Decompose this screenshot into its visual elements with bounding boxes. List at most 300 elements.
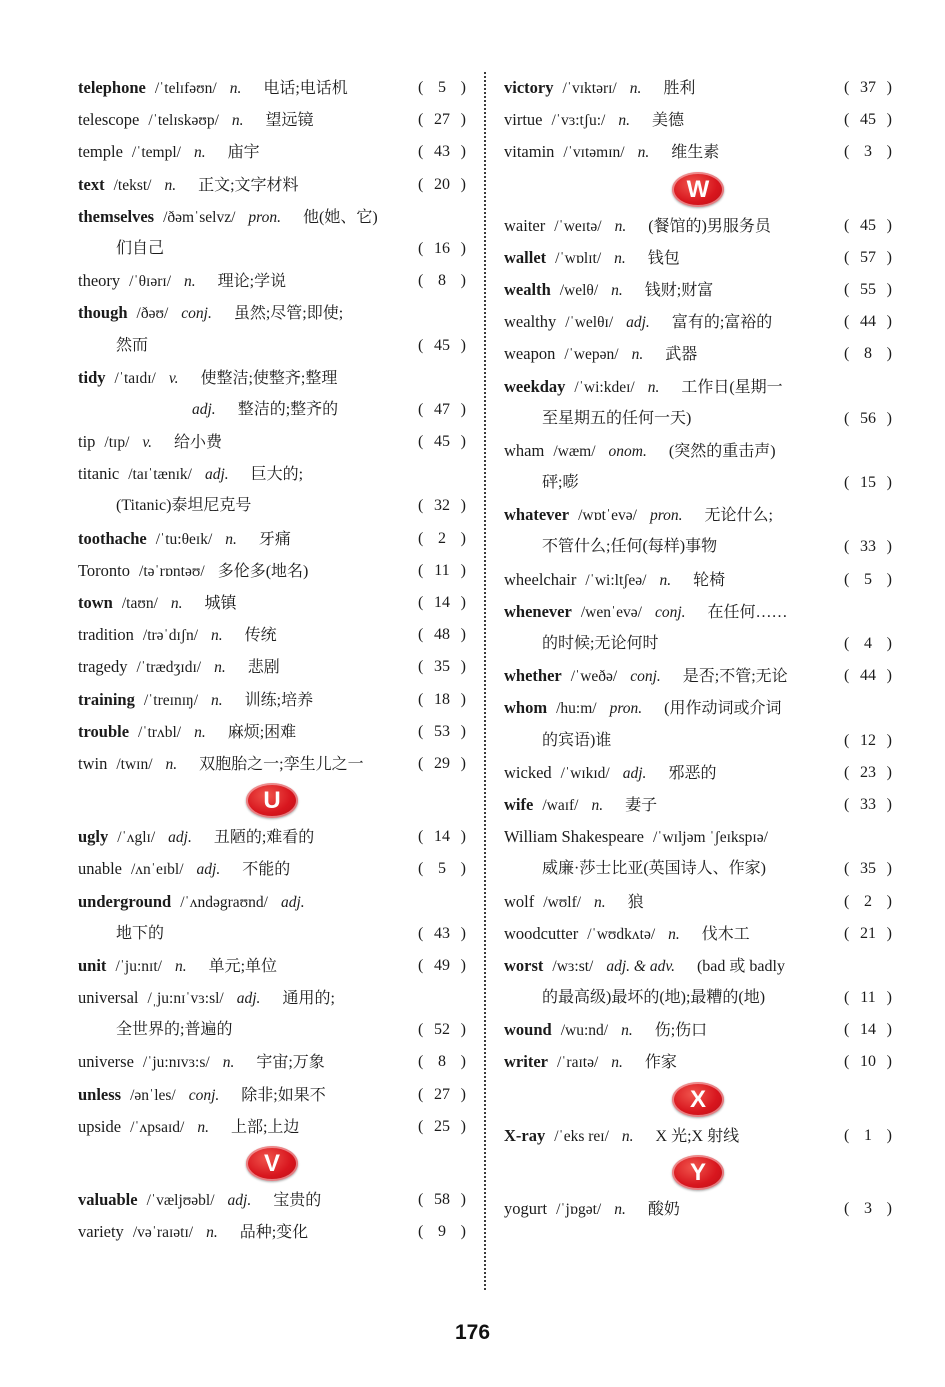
part-of-speech: n. (170, 595, 183, 612)
meaning: 不能的 (242, 861, 291, 879)
glossary-left-column (78, 72, 466, 1248)
part-of-speech: n. (231, 112, 244, 130)
unit-number: ( 29 ) (418, 748, 466, 780)
meaning: 使整洁;使整齐;整理 (200, 369, 338, 387)
phonetic: /ˈwi:kdeɪ/ (574, 378, 635, 396)
entry-line (504, 72, 892, 104)
meaning: 砰;嘭 (542, 474, 579, 492)
entry-continuation (116, 1014, 232, 1046)
phonetic: /ˈtrʌbl/ (138, 723, 182, 741)
entry-line (504, 757, 892, 789)
unit-number: ( 11 ) (844, 982, 892, 1014)
vocab-entry-training (78, 684, 466, 716)
meaning: 单元;单位 (208, 957, 278, 975)
meaning: 虽然;尽管;即使; (233, 305, 344, 323)
phonetic: /ˈtempl/ (131, 144, 181, 162)
unit-number: ( 20 ) (418, 169, 466, 201)
entry-line (504, 136, 892, 168)
page-number: 176 (454, 1321, 491, 1344)
headword: Toronto (78, 560, 131, 580)
meaning: 给小费 (174, 434, 223, 452)
entry-line (504, 435, 892, 467)
headword: wife (504, 794, 534, 814)
unit-number: ( 37 ) (844, 72, 892, 104)
unit-number: ( 15 ) (844, 467, 892, 499)
meaning: 宇宙;万象 (256, 1054, 325, 1072)
entry-continuation (542, 403, 691, 435)
entry-headline (504, 136, 719, 169)
entry-headline (78, 523, 291, 556)
entry-headline (78, 201, 378, 234)
entry-line (504, 1193, 892, 1225)
entry-continuation (116, 918, 164, 950)
entry-headline (78, 1216, 308, 1249)
entry-line-continuation (504, 982, 892, 1014)
phonetic: /ˈweðə/ (570, 668, 618, 686)
phonetic: /vəˈraɪətɪ/ (132, 1224, 194, 1242)
vocab-entry-whether (504, 660, 892, 692)
phonetic: /ˈeks reɪ/ (554, 1127, 609, 1145)
entry-line-continuation (78, 918, 466, 950)
vocab-entry-universal (78, 982, 466, 1046)
entry-headline (504, 104, 684, 137)
part-of-speech: n. (222, 1054, 235, 1072)
vocab-entry-temple (78, 136, 466, 168)
headword: unable (78, 859, 122, 879)
vocab-entry-unless (78, 1079, 466, 1111)
meaning: 整洁的;整齐的 (237, 400, 339, 418)
vocab-entry-wheelchair (504, 564, 892, 596)
headword: wealthy (504, 312, 557, 332)
meaning: 然而 (116, 336, 149, 354)
entry-headline (504, 338, 697, 371)
vocab-entry-toothache (78, 523, 466, 555)
entry-headline (78, 104, 314, 137)
entry-line (78, 587, 466, 619)
meaning: 邪恶的 (668, 764, 717, 782)
part-of-speech: n. (659, 571, 672, 589)
unit-number: ( 48 ) (418, 619, 466, 651)
part-of-speech: n. (211, 627, 223, 645)
letter-section-header (78, 1143, 466, 1184)
unit-number: ( 12 ) (844, 725, 892, 757)
meaning: 伐木工 (701, 925, 750, 943)
entry-headline (78, 982, 335, 1015)
entry-headline (504, 499, 773, 532)
meaning: 轮椅 (693, 571, 726, 589)
part-of-speech: adj. (236, 990, 261, 1008)
meaning: (bad 或 badly (696, 957, 785, 975)
letter-badge: X (672, 1082, 724, 1117)
entry-headline (504, 274, 713, 307)
entry-continuation (116, 330, 148, 362)
entry-headline (78, 72, 348, 105)
entry-line (504, 1014, 892, 1046)
phonetic: /tekst/ (113, 176, 152, 194)
headword: wicked (504, 762, 552, 782)
headword: unless (78, 1084, 122, 1104)
phonetic: /ˈwʊdkʌtə/ (587, 925, 656, 943)
entry-line (78, 104, 466, 136)
unit-number: ( 45 ) (844, 104, 892, 136)
vocab-entry-variety (78, 1216, 466, 1248)
headword: twin (78, 753, 108, 773)
part-of-speech: n. (611, 281, 623, 299)
entry-headline (78, 458, 303, 491)
phonetic: /ðəmˈselvz/ (163, 208, 236, 226)
entry-headline (78, 1111, 299, 1144)
headword: weekday (504, 376, 566, 396)
headword: William Shakespeare (504, 827, 644, 847)
meaning: 牙痛 (258, 530, 291, 548)
entry-continuation (116, 490, 251, 522)
meaning: 品种;变化 (239, 1224, 309, 1242)
unit-number: ( 45 ) (418, 330, 466, 362)
entry-line (78, 265, 466, 297)
entry-continuation (542, 531, 717, 563)
letter-badge: W (672, 172, 724, 207)
part-of-speech: n. (614, 249, 626, 267)
vocab-entry-yogurt (504, 1193, 892, 1225)
entry-line (78, 555, 466, 587)
part-of-speech: n. (194, 723, 206, 741)
phonetic: /wæm/ (553, 442, 596, 460)
part-of-speech: n. (165, 755, 178, 773)
entry-line (78, 619, 466, 651)
entry-headline (504, 1014, 707, 1047)
phonetic: /welθ/ (559, 281, 599, 299)
vocab-entry-town (78, 587, 466, 619)
entry-line (78, 169, 466, 201)
vocab-entry-x-ray (504, 1120, 892, 1152)
entry-headline (504, 210, 771, 243)
unit-number: ( 2 ) (844, 886, 892, 918)
meaning: 望远镜 (265, 112, 314, 130)
vocab-entry-text (78, 169, 466, 201)
meaning: 电话;电话机 (263, 80, 348, 97)
meaning: 庙宇 (227, 144, 260, 162)
unit-number: ( 45 ) (844, 210, 892, 242)
headword: wheelchair (504, 569, 577, 589)
unit-number: ( 14 ) (418, 821, 466, 853)
entry-headline (78, 362, 337, 395)
headword: tragedy (78, 657, 128, 677)
vocab-entry-themselves (78, 201, 466, 265)
entry-line (504, 789, 892, 821)
glossary-right-column (504, 72, 892, 1225)
unit-number: ( 57 ) (844, 242, 892, 274)
unit-number: ( 25 ) (418, 1111, 466, 1143)
vocab-entry-theory (78, 265, 466, 297)
entry-headline (78, 426, 222, 459)
phonetic: /ˌju:nɪˈvɜ:sl/ (147, 990, 224, 1008)
meaning: 的最高级)最坏的(地);最糟的(地) (542, 989, 766, 1007)
headword: wealth (504, 279, 551, 299)
entry-line (78, 1216, 466, 1248)
part-of-speech: n. (594, 893, 606, 911)
part-of-speech: conj. (630, 668, 661, 686)
meaning: 城镇 (204, 595, 237, 612)
phonetic: /ˈvæljʊəbl/ (146, 1192, 215, 1209)
letter-badge: V (246, 1146, 298, 1181)
phonetic: /wɒtˈevə/ (578, 507, 637, 525)
entry-line (78, 1079, 466, 1111)
entry-headline (78, 1046, 325, 1079)
entry-headline (78, 651, 280, 684)
headword: training (78, 689, 135, 709)
headword: waiter (504, 215, 546, 235)
vocab-entry-tidy (78, 362, 466, 426)
vocab-entry-waiter (504, 210, 892, 242)
vocab-entry-wound (504, 1014, 892, 1046)
vocab-entry-underground (78, 886, 466, 950)
entry-line (78, 297, 466, 329)
entry-line-continuation (504, 403, 892, 435)
meaning: 伤;伤口 (654, 1022, 708, 1040)
meaning: 狼 (627, 893, 644, 911)
meaning: 悲剧 (247, 659, 280, 677)
unit-number: ( 33 ) (844, 789, 892, 821)
meaning: 的时候;无论何时 (542, 635, 659, 652)
phonetic: /ˈtreɪnɪŋ/ (143, 691, 198, 709)
unit-number: ( 9 ) (418, 1216, 466, 1248)
phonetic: /ˈʌpsaɪd/ (130, 1118, 185, 1136)
meaning: 至星期五的任何一天) (542, 409, 692, 427)
phonetic: /ʌnˈeɪbl/ (130, 861, 184, 879)
unit-number: ( 11 ) (418, 555, 466, 587)
part-of-speech: conj. (654, 603, 686, 621)
phonetic: /taʊn/ (121, 595, 158, 612)
headword: weapon (504, 344, 556, 364)
unit-number: ( 44 ) (844, 306, 892, 338)
entry-continuation (542, 725, 611, 757)
entry-line (504, 371, 892, 403)
vocab-entry-william-shakespeare (504, 821, 892, 885)
headword: valuable (78, 1190, 138, 1209)
entry-line-continuation (504, 853, 892, 885)
entry-headline (504, 564, 725, 597)
phonetic: /waɪf/ (542, 796, 579, 814)
entry-headline (504, 1120, 739, 1153)
meaning: 维生素 (671, 144, 720, 162)
unit-number: ( 18 ) (418, 684, 466, 716)
part-of-speech: conj. (181, 305, 212, 323)
entry-line (78, 72, 466, 104)
meaning: 正文;文字材料 (198, 176, 299, 194)
unit-number: ( 27 ) (418, 104, 466, 136)
entry-line (78, 458, 466, 490)
phonetic: /ˈweɪtə/ (554, 217, 602, 235)
part-of-speech: adj. (626, 314, 650, 332)
meaning: 无论什么; (704, 507, 773, 525)
part-of-speech: adj. & adv. (606, 957, 675, 975)
entry-headline (504, 692, 782, 725)
entry-line-continuation (504, 725, 892, 757)
vocab-entry-vitamin (504, 136, 892, 168)
entry-headline (78, 821, 314, 854)
headword: whatever (504, 505, 570, 525)
phonetic: /ˈwɪljəm ˈʃeɪkspɪə/ (653, 829, 768, 847)
entry-headline (78, 587, 237, 620)
unit-number: ( 1 ) (844, 1120, 892, 1152)
entry-line (78, 651, 466, 683)
unit-number: ( 58 ) (418, 1184, 466, 1216)
entry-line (504, 306, 892, 338)
meaning: 威廉·莎士比亚(英国诗人、作家) (542, 860, 766, 878)
entry-headline (78, 950, 277, 983)
entry-line (78, 684, 466, 716)
headword: whether (504, 666, 562, 686)
entry-headline (504, 242, 680, 275)
part-of-speech: pron. (609, 700, 643, 718)
entry-line-continuation (504, 531, 892, 563)
entry-continuation (542, 467, 578, 499)
meaning: 妻子 (625, 796, 658, 814)
unit-number: ( 4 ) (844, 628, 892, 660)
vocab-entry-wicked (504, 757, 892, 789)
part-of-speech: adj. (204, 466, 229, 484)
entry-line-continuation (78, 490, 466, 522)
headword: town (78, 593, 113, 612)
vocab-entry-tip (78, 426, 466, 458)
part-of-speech: n. (229, 80, 242, 97)
entry-headline (504, 435, 776, 468)
headword: victory (504, 78, 554, 97)
unit-number: ( 8 ) (418, 1046, 466, 1078)
meaning: (突然的重击声) (668, 442, 776, 460)
phonetic: /ˈwepən/ (564, 346, 619, 364)
headword: text (78, 174, 105, 194)
part-of-speech: n. (629, 80, 642, 97)
headword: tip (78, 432, 96, 452)
unit-number: ( 53 ) (418, 716, 466, 748)
unit-number: ( 56 ) (844, 403, 892, 435)
part-of-speech: n. (614, 217, 627, 235)
entry-line (78, 426, 466, 458)
meaning: X 光;X 射线 (655, 1127, 740, 1145)
entry-line (78, 821, 466, 853)
part-of-speech: n. (621, 1022, 633, 1040)
unit-number: ( 5 ) (418, 853, 466, 885)
entry-line (504, 1046, 892, 1078)
meaning: 宝贵的 (273, 1192, 322, 1209)
unit-number: ( 5 ) (844, 564, 892, 596)
entry-line (504, 596, 892, 628)
entry-continuation (542, 628, 658, 660)
entry-line (504, 104, 892, 136)
letter-badge: Y (672, 1155, 724, 1190)
part-of-speech: n. (225, 530, 237, 548)
part-of-speech: n. (637, 144, 650, 162)
entry-line (78, 982, 466, 1014)
meaning: 在任何…… (707, 603, 788, 621)
phonetic: /tɪp/ (104, 434, 130, 452)
unit-number: ( 14 ) (418, 587, 466, 619)
headword: upside (78, 1116, 122, 1136)
unit-number: ( 43 ) (418, 136, 466, 168)
vocab-entry-valuable (78, 1184, 466, 1216)
vocab-entry-wallet (504, 242, 892, 274)
entry-headline (504, 306, 772, 339)
headword: variety (78, 1222, 124, 1242)
meaning: 不管什么;任何(每样)事物 (542, 538, 718, 556)
meaning: 理论;学说 (217, 273, 287, 291)
headword: unit (78, 955, 107, 975)
entry-continuation (542, 853, 766, 885)
part-of-speech: adj. (192, 400, 216, 418)
part-of-speech: n. (591, 796, 604, 814)
vocab-entry-toronto (78, 555, 466, 587)
entry-continuation (542, 982, 765, 1014)
part-of-speech: n. (668, 925, 680, 943)
entry-headline (504, 950, 785, 983)
unit-number: ( 3 ) (844, 136, 892, 168)
phonetic: /təˈrɒntəʊ/ (139, 562, 205, 580)
entry-headline (504, 371, 783, 404)
meaning: 胜利 (663, 80, 696, 97)
entry-line-continuation (78, 330, 466, 362)
vocab-entry-titanic (78, 458, 466, 522)
phonetic: /wɜ:st/ (552, 957, 594, 975)
part-of-speech: n. (618, 112, 630, 130)
unit-number: ( 16 ) (418, 233, 466, 265)
vocab-entry-wealthy (504, 306, 892, 338)
phonetic: /ˈʌndəgraʊnd/ (180, 893, 268, 911)
entry-headline (504, 886, 644, 919)
part-of-speech: n. (211, 691, 223, 709)
entry-line (78, 950, 466, 982)
phonetic: /ˈjɒgət/ (556, 1200, 602, 1218)
entry-headline (78, 716, 296, 749)
headword: writer (504, 1052, 548, 1072)
phonetic: /ˈwɒlɪt/ (555, 249, 602, 267)
meaning: 多伦多(地名) (217, 562, 309, 580)
part-of-speech: adj. (196, 861, 221, 879)
entry-headline (504, 1046, 677, 1079)
phonetic: /ˈwi:ltʃeə/ (585, 571, 647, 589)
meaning: 除非;如果不 (241, 1086, 326, 1104)
vocab-entry-whom (504, 692, 892, 756)
vocab-entry-tragedy (78, 651, 466, 683)
vocab-entry-wife (504, 789, 892, 821)
part-of-speech: pron. (248, 208, 281, 226)
unit-number: ( 10 ) (844, 1046, 892, 1078)
headword: whenever (504, 601, 572, 621)
phonetic: /ˈtelɪskəʊp/ (148, 112, 219, 130)
vocab-entry-whenever (504, 596, 892, 660)
phonetic: /ˈtu:θeɪk/ (155, 530, 213, 548)
entry-line (78, 886, 466, 918)
vocab-entry-trouble (78, 716, 466, 748)
headword: trouble (78, 721, 130, 741)
entry-line (504, 210, 892, 242)
unit-number: ( 23 ) (844, 757, 892, 789)
part-of-speech: n. (206, 1224, 218, 1242)
part-of-speech: adj. (168, 829, 192, 847)
entry-line-continuation (504, 467, 892, 499)
entry-line (78, 716, 466, 748)
headword: ugly (78, 827, 109, 847)
entry-line (504, 499, 892, 531)
phonetic: /ˈju:nɪt/ (115, 957, 162, 975)
entry-line (504, 274, 892, 306)
letter-section-header (504, 1079, 892, 1120)
phonetic: /ˈtelɪfəʊn/ (154, 80, 217, 97)
unit-number: ( 3 ) (844, 1193, 892, 1225)
meaning: (Titanic)泰坦尼克号 (116, 497, 252, 515)
part-of-speech: n. (631, 346, 644, 364)
headword: temple (78, 142, 123, 162)
